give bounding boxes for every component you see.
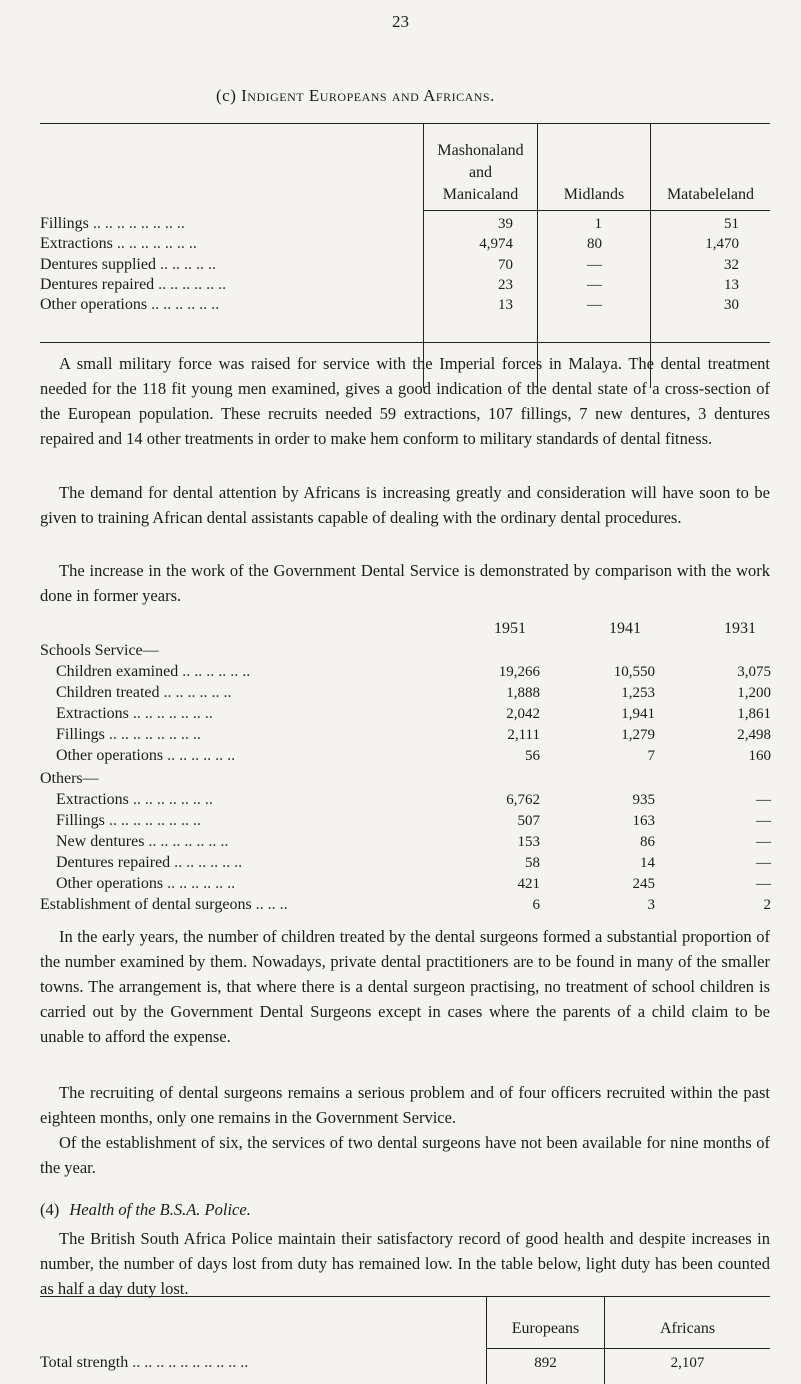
cell-value: 4,974 xyxy=(479,236,513,252)
cell-value: 7 xyxy=(647,748,655,764)
table1-header-rule xyxy=(424,210,770,211)
row-label: New dentures .. .. .. .. .. .. .. xyxy=(56,833,229,850)
table3-header-rule xyxy=(487,1348,770,1349)
cell-value: 10,550 xyxy=(613,664,655,680)
cell-value: 2,107 xyxy=(670,1355,705,1371)
cell-value: 6,762 xyxy=(506,792,540,808)
cell-value: — xyxy=(756,834,771,850)
cell-value: 39 xyxy=(498,216,513,232)
cell-value: 163 xyxy=(632,813,655,829)
cell-value: 160 xyxy=(748,748,771,764)
cell-value: 30 xyxy=(724,297,739,313)
cell-value: 14 xyxy=(640,855,655,871)
cell-value: 6 xyxy=(532,897,540,913)
table1-header-matabeleland: Matabeleland xyxy=(666,186,755,203)
row-label: Extractions .. .. .. .. .. .. .. xyxy=(56,791,213,808)
row-label: Other operations .. .. .. .. .. .. xyxy=(56,747,236,764)
row-label: Dentures repaired .. .. .. .. .. .. xyxy=(56,854,243,871)
cell-value: 56 xyxy=(525,748,540,764)
year-header: 1931 xyxy=(724,620,756,637)
cell-value: 935 xyxy=(632,792,655,808)
cell-value: — xyxy=(756,792,771,808)
row-label: Children examined .. .. .. .. .. .. xyxy=(56,663,251,680)
cell-value: 1,941 xyxy=(621,706,655,722)
paragraph-increase: The increase in the work of the Government Dental Service is demonstrated by comparison with the work done in former years. xyxy=(40,561,770,605)
year-header: 1951 xyxy=(494,620,526,637)
cell-value: 1,253 xyxy=(621,685,655,701)
cell-value: 2,111 xyxy=(507,727,540,743)
row-label: Fillings .. .. .. .. .. .. .. .. xyxy=(56,812,201,829)
table1-top-rule xyxy=(40,123,770,124)
table1-bottom-rule xyxy=(40,342,770,343)
cell-value: 32 xyxy=(724,257,739,273)
section-4-heading xyxy=(40,1200,251,1220)
row-label: Children treated .. .. .. .. .. .. xyxy=(56,684,232,701)
cell-value: 51 xyxy=(724,216,739,232)
cell-value: 1,888 xyxy=(506,685,540,701)
cell-value: 3,075 xyxy=(737,664,771,680)
table3-header-europeans: Europeans xyxy=(511,1320,580,1337)
row-label: Other operations .. .. .. .. .. .. xyxy=(56,875,236,892)
cell-value: — xyxy=(756,813,771,829)
paragraph-establishment: Of the establishment of six, the services of two dental surgeons have not been available for nine months of the year. xyxy=(40,1133,770,1177)
row-label: Extractions .. .. .. .. .. .. .. xyxy=(40,235,197,252)
cell-value: 3 xyxy=(647,897,655,913)
paragraph-recruiting: The recruiting of dental surgeons remains a serious problem and of four officers recruited within the past eighteen months, only one remains in the Government Service. xyxy=(40,1083,770,1127)
row-label: Total strength .. .. .. .. .. .. .. .. .. .. xyxy=(40,1354,249,1371)
cell-value: 1,470 xyxy=(705,236,739,252)
cell-value: 23 xyxy=(498,277,513,293)
cell-value: — xyxy=(756,876,771,892)
cell-value: 58 xyxy=(525,855,540,871)
cell-value: 86 xyxy=(640,834,655,850)
schools-service-heading: Schools Service— xyxy=(40,642,159,659)
section-c-title: Indigent Europeans and Africans. xyxy=(241,86,495,105)
table1-vline-3 xyxy=(650,124,651,388)
paragraph-malaya: A small military force was raised for service with the Imperial forces in Malaya. The dental treatment needed for the 118 fit young men examined, gives a good indication of the dental state of a cross-section of the European population. These recruits needed 59 extractions, 107 fillings, 7 new dentures, 3 dentures repaired and 14 other treatments in order to make hem conform to military standards of dental fitness. xyxy=(40,354,770,448)
row-label: Dentures supplied .. .. .. .. .. xyxy=(40,256,216,273)
cell-value: 2 xyxy=(763,897,771,913)
table1-header-midlands: Midlands xyxy=(563,186,625,203)
table3-top-rule xyxy=(40,1296,770,1297)
cell-value: 1 xyxy=(594,216,602,232)
cell-value: 1,861 xyxy=(737,706,771,722)
cell-value: — xyxy=(587,297,602,313)
section-c-heading xyxy=(216,86,495,106)
cell-value: 2,042 xyxy=(506,706,540,722)
row-label: Other operations .. .. .. .. .. .. xyxy=(40,296,220,313)
cell-value: — xyxy=(587,277,602,293)
cell-value: 153 xyxy=(517,834,540,850)
row-label: Establishment of dental surgeons .. .. .. xyxy=(40,896,288,913)
row-label: Extractions .. .. .. .. .. .. .. xyxy=(56,705,213,722)
table3-header-africans: Africans xyxy=(659,1320,716,1337)
cell-value: — xyxy=(756,855,771,871)
cell-value: 1,200 xyxy=(737,685,771,701)
paragraph-early-years: In the early years, the number of children treated by the dental surgeons formed a substantial proportion of the number examined by them. Nowadays, private dental practitioners are to be found in many of the smaller towns. The arrangement is, that where there is a dental surgeon practising, no treatment of school children is carried out by the Government Dental Surgeons except in cases where the parents of a child claim to be unable to afford the expense. xyxy=(40,927,770,1046)
section-4-title: Health of the B.S.A. Police. xyxy=(69,1200,251,1219)
table1-header-mashonaland: Mashonaland and Manicaland xyxy=(437,142,524,203)
page-number: 23 xyxy=(392,12,409,31)
table1-vline-2 xyxy=(537,124,538,388)
section-c-prefix: (c) xyxy=(216,86,237,105)
year-header: 1941 xyxy=(609,620,641,637)
others-heading: Others— xyxy=(40,770,99,787)
row-label: Fillings .. .. .. .. .. .. .. .. xyxy=(56,726,201,743)
cell-value: 19,266 xyxy=(498,664,540,680)
cell-value: 13 xyxy=(498,297,513,313)
cell-value: 70 xyxy=(498,257,513,273)
cell-value: 1,279 xyxy=(621,727,655,743)
section-4-number: (4) xyxy=(40,1200,60,1219)
cell-value: 80 xyxy=(587,236,602,252)
cell-value: 245 xyxy=(632,876,655,892)
paragraph-police: The British South Africa Police maintain their satisfactory record of good health and despite increases in number, the number of days lost from duty has remained low. In the table below, light duty has been counted as half a day duty lost. xyxy=(40,1229,770,1298)
cell-value: 892 xyxy=(534,1355,557,1371)
paragraph-demand: The demand for dental attention by Africans is increasing greatly and consideration will have soon to be given to training African dental assistants capable of dealing with the ordinary dental procedures. xyxy=(40,483,770,527)
cell-value: — xyxy=(587,257,602,273)
row-label: Fillings .. .. .. .. .. .. .. .. xyxy=(40,215,185,232)
cell-value: 13 xyxy=(724,277,739,293)
row-label: Dentures repaired .. .. .. .. .. .. xyxy=(40,276,227,293)
cell-value: 421 xyxy=(517,876,540,892)
cell-value: 507 xyxy=(517,813,540,829)
cell-value: 2,498 xyxy=(737,727,771,743)
